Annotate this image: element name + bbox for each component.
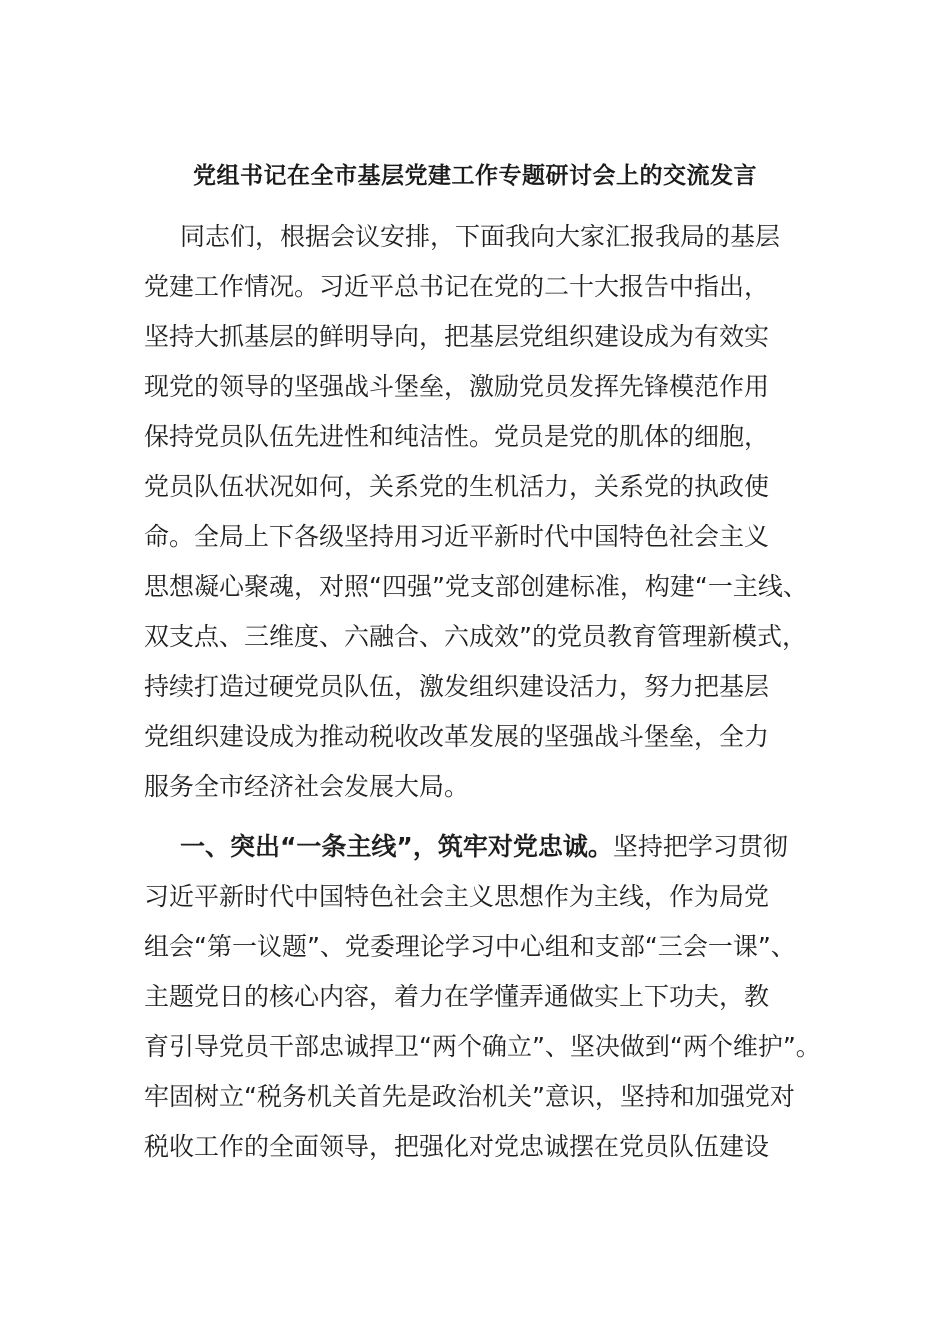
paragraph-line: 持续打造过硬党员队伍，激发组织建设活力，努力把基层 xyxy=(144,672,770,701)
paragraph-line: 习近平新时代中国特色社会主义思想作为主线，作为局党 xyxy=(144,882,770,911)
intro-paragraph xyxy=(144,212,864,812)
paragraph-line: 牢固树立“税务机关首先是政治机关”意识，坚持和加强党对 xyxy=(144,1082,795,1111)
document-title: 党组书记在全市基层党建工作专题研讨会上的交流发言 xyxy=(193,162,757,189)
paragraph-line: 税收工作的全面领导，把强化对党忠诚摆在党员队伍建设 xyxy=(144,1132,770,1161)
paragraph-line: 保持党员队伍先进性和纯洁性。党员是党的肌体的细胞， xyxy=(144,422,770,451)
paragraph-line: 党建工作情况。习近平总书记在党的二十大报告中指出， xyxy=(144,272,770,301)
paragraph-line: 党员队伍状况如何，关系党的生机活力，关系党的执政使 xyxy=(144,472,770,501)
paragraph-line: 同志们，根据会议安排，下面我向大家汇报我局的基层 xyxy=(180,222,781,251)
section-heading-line xyxy=(144,822,864,872)
paragraph-line: 坚持大抓基层的鲜明导向，把基层党组织建设成为有效实 xyxy=(144,322,770,351)
section-heading: 一、突出“一条主线”，筑牢对党忠诚。 xyxy=(180,832,613,861)
paragraph-line: 服务全市经济社会发展大局。 xyxy=(144,772,470,801)
section-one-paragraph xyxy=(144,822,864,1172)
paragraph-line: 育引导党员干部忠诚捍卫“两个确立”、坚决做到“两个维护”。 xyxy=(144,1032,821,1061)
paragraph-line: 党组织建设成为推动税收改革发展的坚强战斗堡垒，全力 xyxy=(144,722,770,751)
section-heading-rest: 坚持把学习贯彻 xyxy=(612,832,788,861)
paragraph-line: 主题党日的核心内容，着力在学懂弄通做实上下功夫，教 xyxy=(144,982,770,1011)
paragraph-line: 思想凝心聚魂，对照“四强”党支部创建标准，构建“一主线、 xyxy=(144,572,808,601)
paragraph-line: 双支点、三维度、六融合、六成效”的党员教育管理新模式， xyxy=(144,622,807,651)
paragraph-line: 命。全局上下各级坚持用习近平新时代中国特色社会主义 xyxy=(144,522,770,551)
paragraph-line: 组会“第一议题”、党委理论学习中心组和支部“三会一课”、 xyxy=(144,932,796,961)
paragraph-line: 现党的领导的坚强战斗堡垒，激励党员发挥先锋模范作用 xyxy=(144,372,770,401)
